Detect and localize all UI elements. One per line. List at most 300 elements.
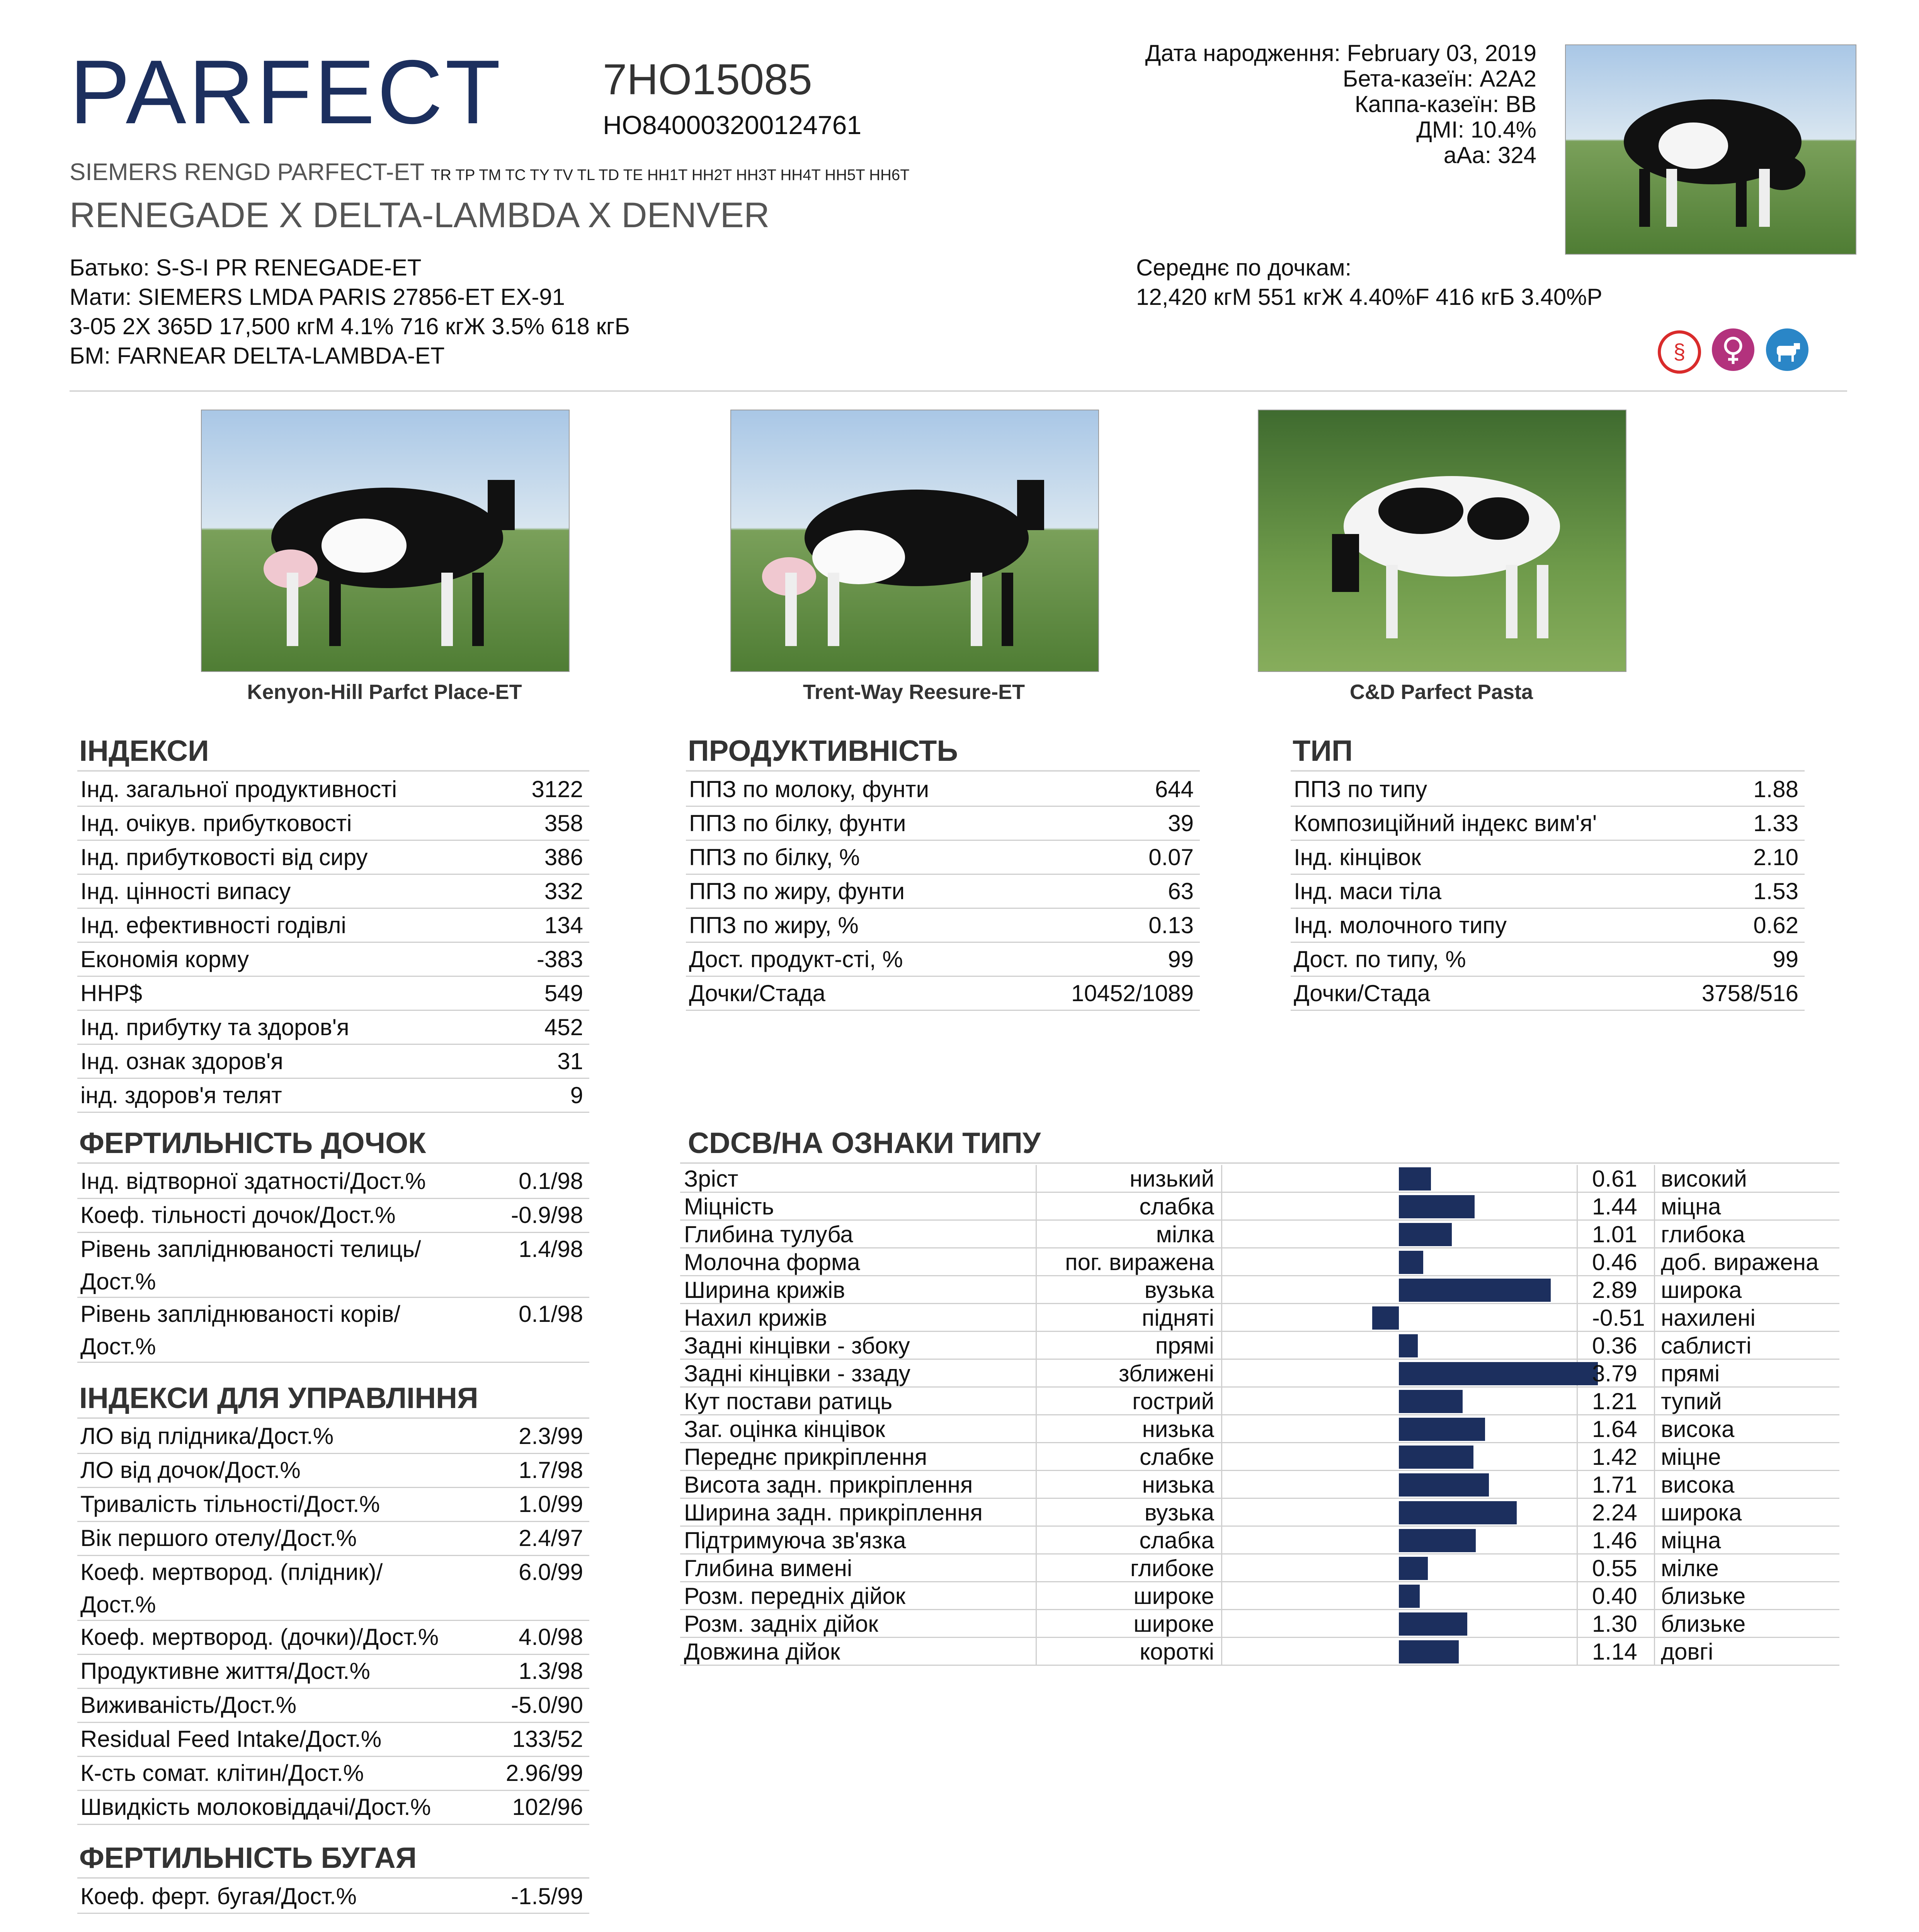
header-divider (70, 390, 1847, 392)
linear-col-sep (1654, 1415, 1655, 1443)
linear-high-label: висока (1661, 1472, 1735, 1498)
linear-col-sep (1221, 1443, 1222, 1471)
table-row (1291, 943, 1805, 977)
linear-trait: Глибина вимені (684, 1555, 852, 1581)
row-label-text: Інд. прибутковості від сиру (80, 844, 368, 870)
row-value: 1.53 (1753, 878, 1798, 904)
linear-value: 1.01 (1592, 1221, 1637, 1247)
row-label-text: Інд. маси тіла (1294, 878, 1442, 904)
linear-col-sep (1577, 1276, 1578, 1304)
linear-bar (1399, 1585, 1420, 1608)
linear-col-sep (1221, 1276, 1222, 1304)
row-value: 99 (1168, 946, 1194, 972)
daughter-average (1136, 253, 1603, 312)
linear-col-sep (1654, 1499, 1655, 1527)
linear-low-label: вузька (1144, 1500, 1214, 1526)
row-value: 133/52 (512, 1726, 583, 1752)
table-row (686, 977, 1200, 1011)
linear-low-label: мілка (1156, 1221, 1214, 1247)
linear-low-label: гострий (1132, 1388, 1214, 1414)
daughter-caption-3: C&D Parfect Pasta (1349, 680, 1533, 704)
linear-high-label: тупий (1661, 1388, 1722, 1414)
row-label-text: Інд. прибутку та здоров'я (80, 1014, 349, 1040)
row-label-text: Інд. ефективності годівлі (80, 912, 346, 938)
linear-bar (1399, 1529, 1476, 1552)
type-title-rule (1291, 770, 1805, 772)
linear-col-sep (1221, 1193, 1222, 1221)
linear-col-sep (1654, 1582, 1655, 1610)
row-label (689, 841, 860, 874)
row-value: 2.3/99 (519, 1423, 583, 1449)
row-value: 452 (544, 1014, 583, 1040)
indices-title-rule (77, 770, 589, 772)
linear-bar (1399, 1251, 1423, 1274)
linear-trait: Задні кінцівки - збоку (684, 1333, 910, 1359)
linear-col-sep (1654, 1527, 1655, 1554)
linear-col-sep (1221, 1360, 1222, 1388)
linear-trait: Зріст (684, 1166, 738, 1192)
full-name: SIEMERS RENGD PARFECT-ET (70, 159, 424, 185)
table-row (686, 943, 1200, 977)
row-label (689, 977, 825, 1010)
table-row (77, 1723, 589, 1757)
linear-high-label: міцне (1661, 1444, 1721, 1470)
type-title: ТИП (1293, 735, 1353, 767)
linear-value: 1.46 (1592, 1527, 1637, 1553)
row-label-text: Residual Feed Intake/Дост.% (80, 1726, 382, 1752)
linear-col-sep (1221, 1471, 1222, 1499)
table-row (1291, 807, 1805, 841)
table-row (77, 1199, 589, 1233)
linear-col-sep (1654, 1443, 1655, 1471)
linear-trait: Глибина тулуба (684, 1221, 853, 1247)
linear-bar (1399, 1362, 1598, 1385)
table-row (77, 1522, 589, 1556)
birth-date: Дата народження: February 03, 2019 (1145, 40, 1536, 66)
row-label (80, 1454, 301, 1486)
bull-fertility-title-rule (77, 1877, 589, 1879)
row-label (80, 1723, 381, 1755)
linear-high-label: високий (1661, 1166, 1747, 1192)
table-row (77, 1420, 589, 1454)
row-label (1294, 807, 1597, 840)
row-value: 0.1/98 (519, 1301, 583, 1327)
dmi: ДМІ: 10.4% (1416, 117, 1536, 143)
linear-low-label: глибоке (1130, 1555, 1214, 1581)
row-label-text: інд. здоров'я телят (80, 1082, 282, 1108)
row-label (80, 977, 142, 1010)
linear-trait: Ширина крижів (684, 1277, 846, 1303)
table-row (77, 1079, 589, 1113)
linear-value: 3.79 (1592, 1361, 1637, 1386)
table-row (77, 1233, 589, 1298)
row-label-text: Вік першого отелу/Дост.% (80, 1525, 357, 1551)
linear-low-label: низька (1142, 1416, 1214, 1442)
row-label-text: Виживаність/Дост.% (80, 1692, 297, 1718)
table-row (77, 1880, 589, 1914)
row-label-text: Коеф. тільності дочок/Дост.% (80, 1202, 396, 1228)
linear-col-sep (1221, 1638, 1222, 1666)
row-label-text: ППЗ по молоку, фунти (689, 776, 929, 802)
linear-col-sep (1654, 1360, 1655, 1388)
linear-low-label: низький (1130, 1166, 1214, 1192)
table-row (77, 943, 589, 977)
row-label-text: Композиційний індекс вим'я' (1294, 810, 1597, 836)
linear-col-sep (1577, 1499, 1578, 1527)
row-value: 31 (557, 1048, 583, 1074)
row-label (80, 1880, 357, 1913)
linear-col-sep (1221, 1415, 1222, 1443)
table-row (77, 1757, 589, 1791)
linear-low-label: широке (1133, 1583, 1214, 1609)
linear-low-label: широке (1133, 1611, 1214, 1637)
table-row (1291, 841, 1805, 875)
row-value: 6.0/99 (519, 1559, 583, 1585)
linear-col-sep (1221, 1304, 1222, 1332)
linear-bar (1372, 1306, 1399, 1330)
linear-high-label: міцна (1661, 1527, 1721, 1553)
management-title: ІНДЕКСИ ДЛЯ УПРАВЛІННЯ (79, 1382, 478, 1415)
cow-icon (1766, 328, 1808, 371)
linear-bar (1399, 1418, 1485, 1441)
row-label-text: Дост. продукт-сті, % (689, 946, 903, 972)
linear-bar (1399, 1473, 1489, 1497)
linear-high-label: саблисті (1661, 1333, 1752, 1359)
table-row (686, 875, 1200, 909)
indices-title: ІНДЕКСИ (79, 735, 209, 767)
table-row (77, 1791, 589, 1825)
row-label-text: Інд. очікув. прибутковості (80, 810, 352, 836)
bull-photo (1565, 44, 1856, 255)
linear-low-label: вузька (1144, 1277, 1214, 1303)
row-label (1294, 977, 1430, 1010)
row-value: 1.7/98 (519, 1457, 583, 1483)
row-label-text: Дост. по типу, % (1294, 946, 1466, 972)
linear-value: 1.44 (1592, 1194, 1637, 1219)
row-label-text-2: Дост.% (80, 1269, 156, 1294)
row-value: 1.0/99 (519, 1491, 583, 1517)
linear-col-sep (1221, 1221, 1222, 1248)
linear-col-sep (1221, 1582, 1222, 1610)
row-label (80, 1011, 349, 1044)
row-value: 2.10 (1753, 844, 1798, 870)
linear-col-sep (1654, 1388, 1655, 1415)
full-name-line (70, 158, 910, 186)
row-value: 1.4/98 (519, 1236, 583, 1262)
table-row (77, 807, 589, 841)
linear-col-sep (1577, 1388, 1578, 1415)
linear-bar (1399, 1390, 1463, 1413)
row-value: 99 (1773, 946, 1798, 972)
row-label-text: HHP$ (80, 980, 143, 1006)
linear-high-label: довгі (1661, 1639, 1713, 1665)
linear-col-sep (1654, 1221, 1655, 1248)
linear-title: CDCB/НА ОЗНАКИ ТИПУ (688, 1127, 1041, 1160)
linear-col-sep (1221, 1499, 1222, 1527)
row-label-text: Швидкість молоковіддачі/Дост.% (80, 1794, 431, 1820)
row-label (80, 875, 291, 908)
linear-value: 0.55 (1592, 1555, 1637, 1581)
row-label (80, 807, 352, 840)
linear-col-sep (1654, 1638, 1655, 1666)
linear-col-sep (1654, 1471, 1655, 1499)
linear-col-sep (1654, 1304, 1655, 1332)
genomic-info (1145, 41, 1536, 168)
linear-trait: Розм. задніх дійок (684, 1611, 878, 1637)
dam: Мати: SIEMERS LMDA PARIS 27856-ET EX-91 (70, 284, 565, 310)
linear-col-sep (1654, 1193, 1655, 1221)
row-label (80, 841, 368, 874)
linear-value: 1.14 (1592, 1639, 1637, 1665)
linear-high-label: прямі (1661, 1361, 1720, 1386)
bull-code: 7HO15085 (603, 55, 812, 104)
row-label (80, 909, 346, 942)
linear-col-sep (1221, 1527, 1222, 1554)
linear-low-label: слабка (1139, 1527, 1214, 1553)
registration-number: HO840003200124761 (603, 111, 862, 140)
table-row (686, 773, 1200, 807)
linear-trait: Висота задн. прикріплення (684, 1472, 973, 1498)
row-label-text: Інд. ознак здоров'я (80, 1048, 283, 1074)
row-label (80, 943, 249, 976)
table-row (77, 1488, 589, 1522)
row-label-text: ППЗ по типу (1294, 776, 1427, 802)
linear-trait: Міцність (684, 1194, 774, 1219)
linear-low-label: короткі (1140, 1639, 1214, 1665)
fertility-title-rule (77, 1162, 589, 1164)
linear-col-sep (1577, 1471, 1578, 1499)
linear-high-label: висока (1661, 1416, 1735, 1442)
row-value: 9 (570, 1082, 583, 1108)
row-label (689, 909, 859, 942)
row-value: 358 (544, 810, 583, 836)
row-value: 0.62 (1753, 912, 1798, 938)
production-title: ПРОДУКТИВНІСТЬ (688, 735, 958, 767)
row-label (1294, 875, 1441, 908)
linear-col-sep (1654, 1332, 1655, 1360)
row-label (689, 875, 905, 908)
row-value: 3758/516 (1701, 980, 1798, 1006)
linear-col-sep (1577, 1582, 1578, 1610)
row-label (80, 1757, 364, 1789)
row-label-text: ЛО від дочок/Дост.% (80, 1457, 301, 1483)
table-row (77, 773, 589, 807)
linear-col-sep (1654, 1276, 1655, 1304)
linear-title-rule (680, 1162, 1839, 1164)
table-row (77, 1045, 589, 1079)
linear-high-label: близьке (1661, 1583, 1746, 1609)
linear-col-sep (1221, 1248, 1222, 1276)
pedigree-block (70, 253, 630, 371)
linear-trait: Заг. оцінка кінцівок (684, 1416, 885, 1442)
row-label-text: Інд. кінцівок (1294, 844, 1421, 870)
linear-bar (1399, 1279, 1551, 1302)
linear-low-label: пог. виражена (1065, 1249, 1214, 1275)
linear-trait: Кут постави ратиць (684, 1388, 893, 1414)
table-row (77, 1298, 589, 1363)
linear-trait: Ширина задн. прикріплення (684, 1500, 983, 1526)
linear-trait: Переднє прикріплення (684, 1444, 927, 1470)
linear-low-label: слабка (1139, 1194, 1214, 1219)
linear-col-sep (1577, 1221, 1578, 1248)
row-label (689, 943, 903, 976)
linear-bar (1399, 1446, 1473, 1469)
row-value: -0.9/98 (511, 1202, 583, 1228)
table-row (77, 909, 589, 943)
management-title-rule (77, 1417, 589, 1419)
linear-bar (1399, 1195, 1475, 1218)
row-label-text: Дочки/Стада (1294, 980, 1430, 1006)
linear-col-sep (1221, 1388, 1222, 1415)
table-row (77, 841, 589, 875)
row-label (80, 773, 397, 806)
linear-col-sep (1221, 1610, 1222, 1638)
table-row (77, 1165, 589, 1199)
linear-low-label: низька (1142, 1472, 1214, 1498)
row-value: 0.07 (1148, 844, 1194, 870)
linear-col-sep (1221, 1332, 1222, 1360)
linear-high-label: доб. виражена (1661, 1249, 1819, 1275)
row-value: -5.0/90 (511, 1692, 583, 1718)
table-row (77, 1655, 589, 1689)
row-label-text: Економія корму (80, 946, 249, 972)
linear-col-sep (1577, 1443, 1578, 1471)
linear-trait: Підтримуюча зв'язка (684, 1527, 906, 1553)
row-value: 386 (544, 844, 583, 870)
table-row (77, 1621, 589, 1655)
table-row (1291, 909, 1805, 943)
row-label-text: Продуктивне життя/Дост.% (80, 1658, 370, 1684)
linear-value: 2.24 (1592, 1500, 1637, 1526)
row-value: 2.4/97 (519, 1525, 583, 1551)
linear-col-sep (1577, 1638, 1578, 1666)
linear-bar (1399, 1557, 1428, 1580)
linear-col-sep (1577, 1165, 1578, 1193)
row-label (80, 1199, 396, 1231)
linear-high-label: мілке (1661, 1555, 1719, 1581)
production-title-rule (686, 770, 1200, 772)
row-value: 332 (544, 878, 583, 904)
row-label-text-2: Дост.% (80, 1333, 156, 1359)
linear-low-label: прямі (1155, 1333, 1214, 1359)
linear-col-sep (1221, 1554, 1222, 1582)
linear-bar (1399, 1334, 1418, 1357)
row-label-text: Рівень запліднюваності телиць/ (80, 1236, 421, 1262)
svg-text:§: § (1673, 339, 1686, 364)
linear-trait: Нахил крижів (684, 1305, 827, 1331)
table-row (686, 841, 1200, 875)
linear-value: 1.42 (1592, 1444, 1637, 1470)
row-label (80, 1045, 283, 1078)
linear-bar (1399, 1223, 1452, 1246)
row-label-text: Рівень запліднюваності корів/ (80, 1301, 400, 1327)
row-label (1294, 841, 1421, 874)
row-label-text: Дочки/Стада (689, 980, 825, 1006)
row-label (80, 1556, 383, 1621)
select-sires-logo (1658, 330, 1701, 374)
linear-high-label: міцна (1661, 1194, 1721, 1219)
daughter-average-values: 12,420 кгМ 551 кгЖ 4.40%F 416 кгБ 3.40%P (1136, 284, 1603, 310)
linear-trait: Задні кінцівки - ззаду (684, 1361, 910, 1386)
linear-bar (1399, 1167, 1431, 1190)
linear-high-label: широка (1661, 1500, 1742, 1526)
linear-col-sep (1577, 1332, 1578, 1360)
row-label-text: Інд. цінності випасу (80, 878, 291, 904)
row-label-text: Тривалість тільності/Дост.% (80, 1491, 380, 1517)
daughter-caption-1: Kenyon-Hill Parfct Place-ET (247, 680, 522, 704)
linear-col-sep (1577, 1193, 1578, 1221)
row-label (1294, 909, 1507, 942)
row-label-text: Коеф. ферт. бугая/Дост.% (80, 1883, 357, 1909)
daughter-average-title: Середнє по дочкам: (1136, 255, 1352, 281)
row-label-text: Інд. відтворної здатності/Дост.% (80, 1168, 426, 1194)
row-label (80, 1689, 296, 1721)
row-label (1294, 943, 1466, 976)
linear-low-label: зближені (1118, 1361, 1214, 1386)
row-label-text: Коеф. мертвород. (дочки)/Дост.% (80, 1624, 439, 1650)
row-value: 1.88 (1753, 776, 1798, 802)
kappa-casein: Каппа-казеїн: BB (1354, 91, 1536, 117)
bull-name: PARFECT (70, 41, 503, 143)
daughter-caption-2: Trent-Way Reesure-ET (803, 680, 1025, 704)
linear-value: 1.21 (1592, 1388, 1637, 1414)
linear-high-label: близьке (1661, 1611, 1746, 1637)
row-value: 102/96 (512, 1794, 583, 1820)
linear-bar (1399, 1640, 1459, 1663)
row-value: 644 (1155, 776, 1194, 802)
row-value: 0.13 (1148, 912, 1194, 938)
row-label-text-2: Дост.% (80, 1592, 156, 1617)
linear-high-label: глибока (1661, 1221, 1745, 1247)
linear-low-label: підняті (1142, 1305, 1214, 1331)
bull-fertility-title: ФЕРТИЛЬНІСТЬ БУГАЯ (79, 1842, 417, 1874)
row-value: 3122 (531, 776, 583, 802)
table-row (77, 1689, 589, 1723)
table-row (77, 1556, 589, 1621)
linear-col-sep (1654, 1248, 1655, 1276)
row-value: 39 (1168, 810, 1194, 836)
linear-high-label: нахилені (1661, 1305, 1756, 1331)
table-row (686, 909, 1200, 943)
linear-value: 0.36 (1592, 1333, 1637, 1359)
row-value: 4.0/98 (519, 1624, 583, 1650)
aaa: aAa: 324 (1443, 142, 1536, 168)
linear-low-label: слабке (1139, 1444, 1214, 1470)
row-label (80, 1655, 370, 1687)
row-value: 10452/1089 (1071, 980, 1194, 1006)
linear-value: 1.64 (1592, 1416, 1637, 1442)
row-label-text: ЛО від плідника/Дост.% (80, 1423, 334, 1449)
linear-high-label: широка (1661, 1277, 1742, 1303)
daughter-photo-1 (201, 410, 570, 672)
row-value: 63 (1168, 878, 1194, 904)
row-value: 1.33 (1753, 810, 1798, 836)
linear-value: 1.71 (1592, 1472, 1637, 1498)
row-label (80, 1791, 431, 1823)
table-row (77, 1011, 589, 1045)
row-label-text: ППЗ по жиру, % (689, 912, 859, 938)
linear-col-sep (1577, 1554, 1578, 1582)
row-label (80, 1233, 421, 1298)
row-label-text: Інд. загальної продуктивності (80, 776, 397, 802)
row-value: 549 (544, 980, 583, 1006)
row-label (80, 1298, 400, 1363)
linear-col-sep (1577, 1248, 1578, 1276)
table-row (686, 807, 1200, 841)
table-row (1291, 773, 1805, 807)
sire: Батько: S-S-I PR RENEGADE-ET (70, 255, 422, 281)
linear-col-sep (1577, 1415, 1578, 1443)
